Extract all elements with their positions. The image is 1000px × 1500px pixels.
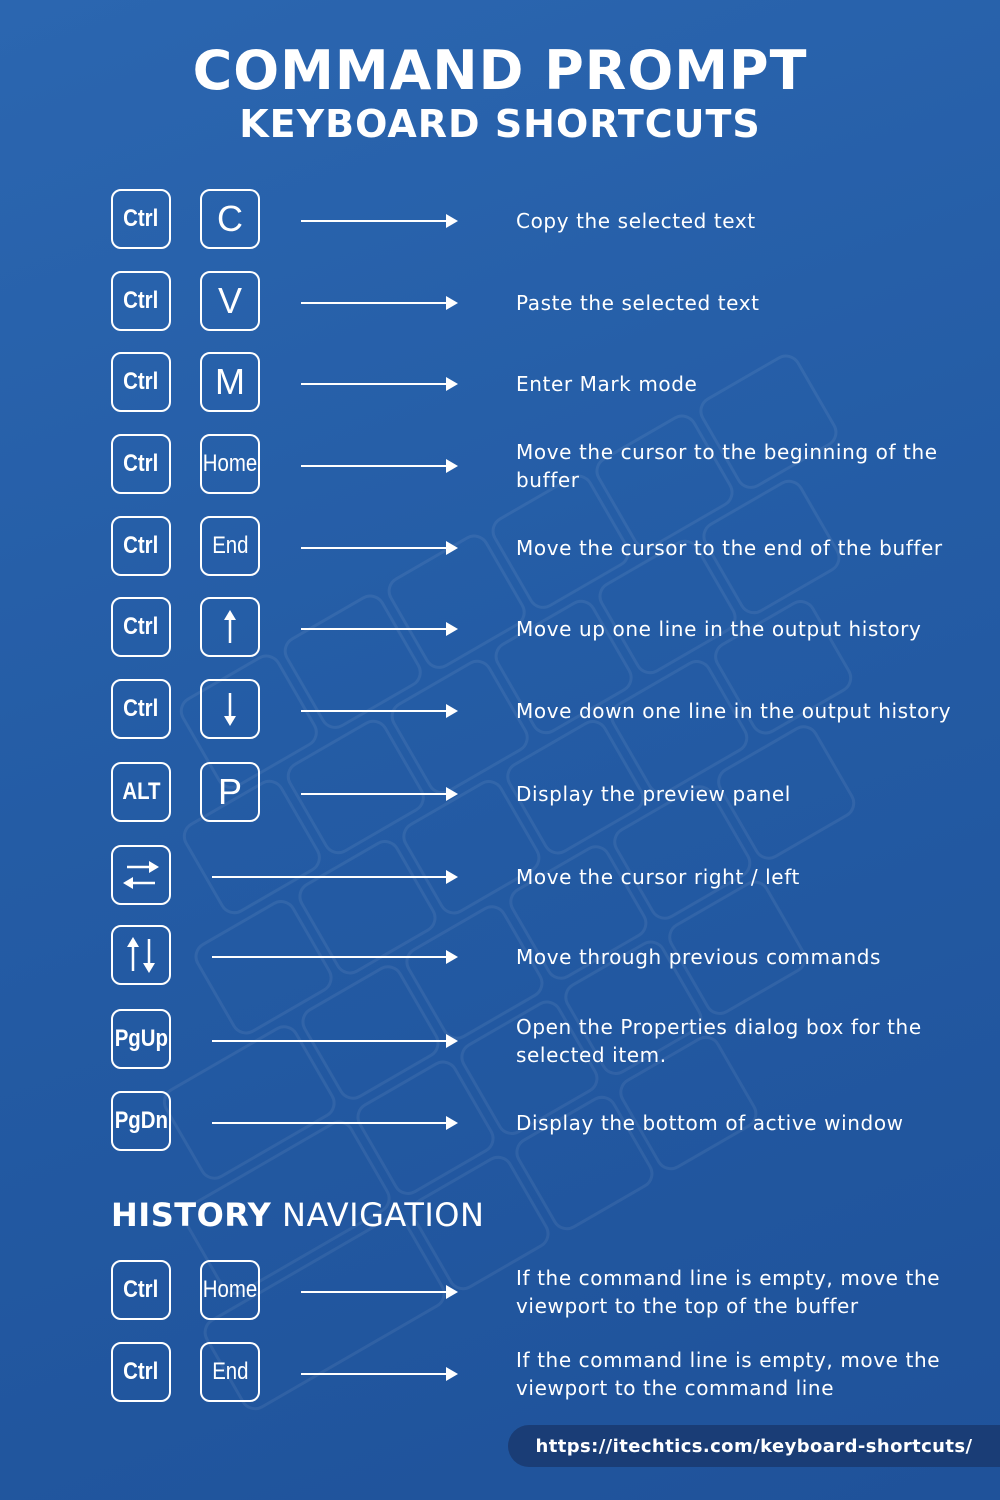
down-arrow-key: [200, 679, 260, 739]
arrow-right-icon: [301, 302, 456, 304]
shortcut-row-previous-commands: [0, 925, 1000, 989]
header: [0, 40, 1000, 146]
c-key: C: [200, 189, 260, 249]
ctrl-key: Ctrl: [111, 1342, 171, 1402]
history-row-viewport-top: [0, 1260, 1000, 1324]
ctrl-key: Ctrl: [111, 1260, 171, 1320]
page-subtitle: KEYBOARD SHORTCUTS: [239, 102, 761, 146]
shortcut-description: If the command line is empty, move the viewport to the top of the buffer: [516, 1266, 941, 1318]
page-title: COMMAND PROMPT: [192, 39, 808, 102]
ctrl-key: Ctrl: [111, 597, 171, 657]
arrow-down-icon: [220, 692, 240, 726]
up-down-arrows-key: [111, 925, 171, 985]
shortcut-row-properties: [0, 1009, 1000, 1073]
arrow-up-icon: [220, 610, 240, 644]
section-heading-rest: NAVIGATION: [271, 1196, 485, 1234]
footer-url-link[interactable]: https://itechtics.com/keyboard-shortcuts/: [535, 1435, 973, 1457]
shortcut-row-buffer-end: [0, 516, 1000, 580]
shortcut-description: Move up one line in the output history: [516, 617, 922, 641]
shortcut-description: Move down one line in the output history: [516, 699, 952, 723]
arrow-right-icon: [301, 1373, 456, 1375]
shortcut-row-copy: [0, 189, 1000, 253]
shortcut-description: Display the preview panel: [516, 782, 791, 806]
shortcut-row-mark-mode: [0, 352, 1000, 416]
shortcut-description: Display the bottom of active window: [516, 1111, 904, 1135]
shortcut-row-window-bottom: [0, 1091, 1000, 1155]
arrow-right-icon: [212, 876, 456, 878]
arrow-right-icon: [301, 465, 456, 467]
end-key: End: [200, 1342, 260, 1402]
left-right-arrows-key: [111, 845, 171, 905]
shortcut-description: Move the cursor to the end of the buffer: [516, 536, 943, 560]
ctrl-key: Ctrl: [111, 271, 171, 331]
arrows-up-down-icon: [121, 935, 161, 975]
shortcut-row-buffer-start: [0, 434, 1000, 498]
shortcut-description: Move through previous commands: [516, 945, 882, 969]
arrow-right-icon: [301, 383, 456, 385]
arrow-right-icon: [301, 710, 456, 712]
arrow-right-icon: [301, 793, 456, 795]
shortcut-row-line-up: [0, 597, 1000, 661]
arrow-right-icon: [212, 956, 456, 958]
shortcut-row-paste: [0, 271, 1000, 335]
arrows-right-left-icon: [121, 855, 161, 895]
shortcut-description: Enter Mark mode: [516, 372, 698, 396]
section-heading-history-navigation: [111, 1195, 484, 1235]
home-key: Home: [200, 1260, 260, 1320]
footer-url-bar: [508, 1425, 1000, 1467]
arrow-right-icon: [301, 220, 456, 222]
shortcut-description: If the command line is empty, move the viewport to the command line: [516, 1348, 941, 1400]
ctrl-key: Ctrl: [111, 516, 171, 576]
up-arrow-key: [200, 597, 260, 657]
shortcut-row-cursor-right-left: [0, 845, 1000, 909]
shortcut-description: Copy the selected text: [516, 209, 756, 233]
end-key: End: [200, 516, 260, 576]
ctrl-key: Ctrl: [111, 352, 171, 412]
arrow-right-icon: [301, 1291, 456, 1293]
ctrl-key: Ctrl: [111, 189, 171, 249]
m-key: M: [200, 352, 260, 412]
p-key: P: [200, 762, 260, 822]
shortcut-description: Paste the selected text: [516, 291, 760, 315]
arrow-right-icon: [212, 1122, 456, 1124]
ctrl-key: Ctrl: [111, 679, 171, 739]
shortcut-row-preview: [0, 762, 1000, 826]
shortcut-description: Move the cursor right / left: [516, 865, 800, 889]
shortcut-row-line-down: [0, 679, 1000, 743]
shortcut-description: Move the cursor to the beginning of the buffer: [516, 440, 938, 492]
arrow-right-icon: [212, 1040, 456, 1042]
history-row-viewport-command-line: [0, 1342, 1000, 1406]
pgup-key: PgUp: [111, 1009, 171, 1069]
ctrl-key: Ctrl: [111, 434, 171, 494]
arrow-right-icon: [301, 628, 456, 630]
v-key: V: [200, 271, 260, 331]
pgdn-key: PgDn: [111, 1091, 171, 1151]
shortcut-description: Open the Properties dialog box for the selected item.: [516, 1015, 922, 1067]
home-key: Home: [200, 434, 260, 494]
alt-key: ALT: [111, 762, 171, 822]
arrow-right-icon: [301, 547, 456, 549]
section-heading-bold: HISTORY: [111, 1196, 272, 1234]
